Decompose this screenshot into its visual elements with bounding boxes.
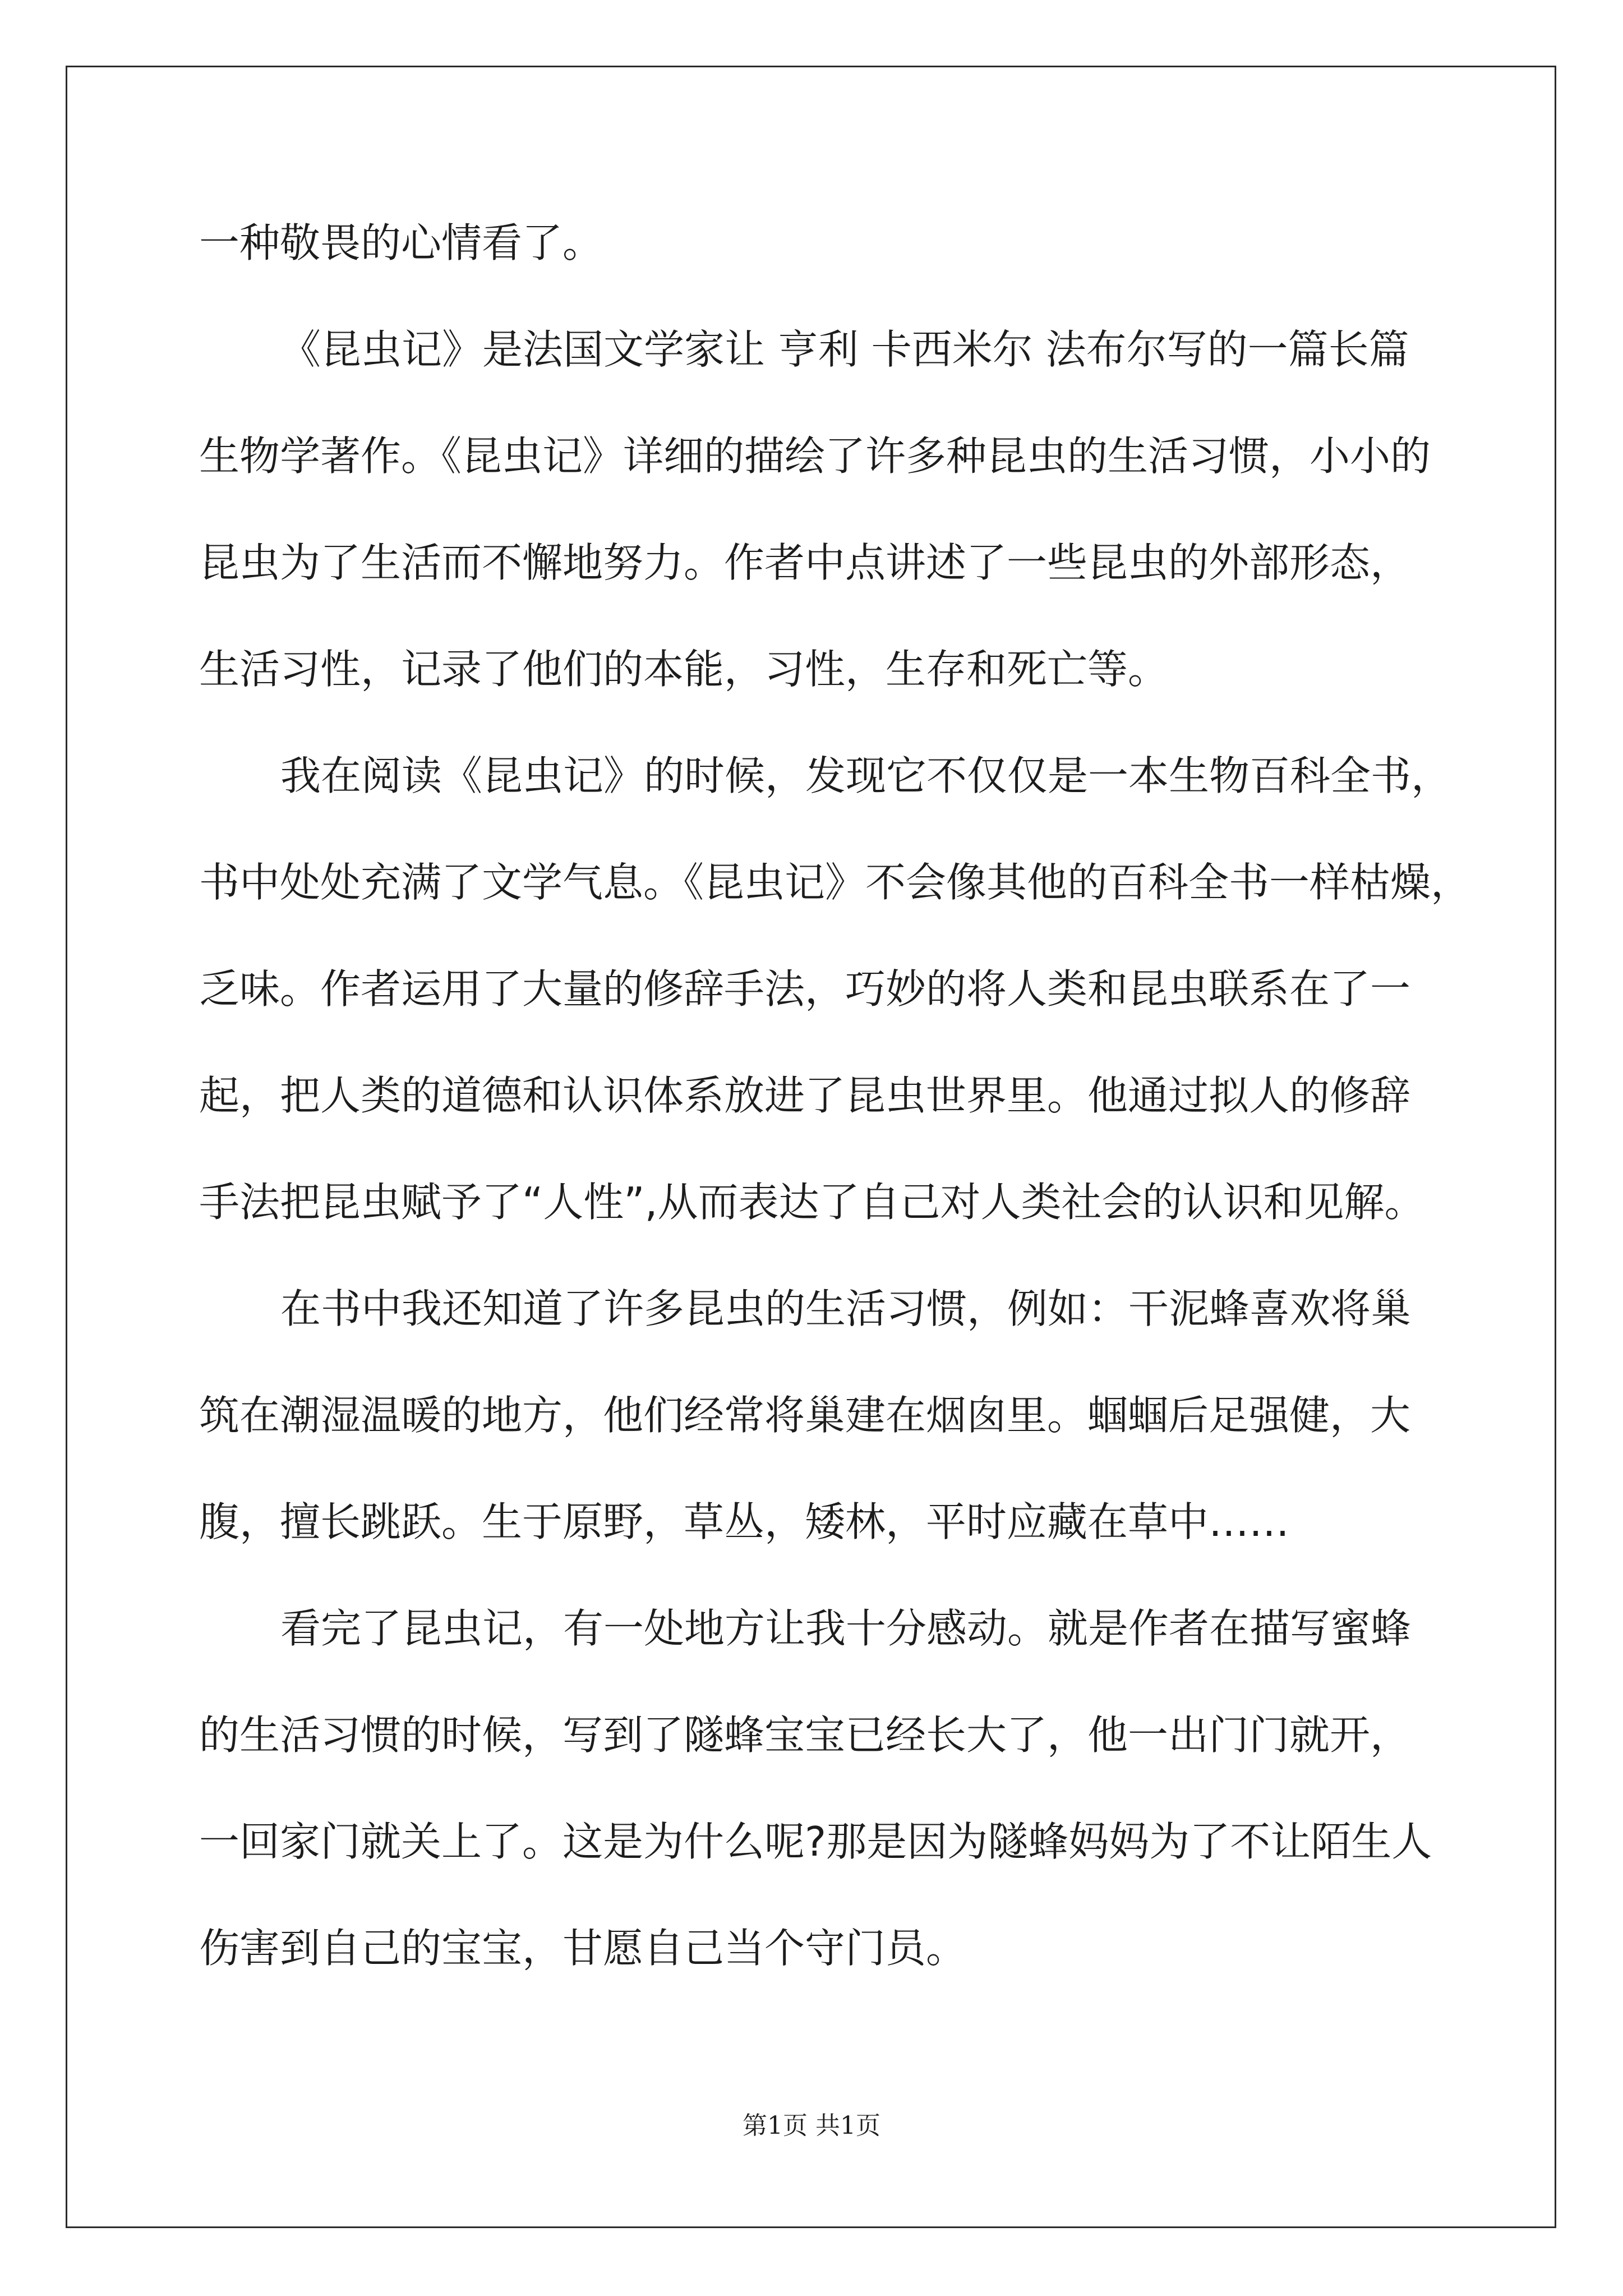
text-line: 在书中我还知道了许多昆虫的生活习惯，例如：干泥蜂喜欢将巢 [280,1285,1412,1332]
text-line: 腹，擅长跳跃。生于原野，草丛，矮林，平时应藏在草中…… [199,1498,1290,1545]
text-line: 生物学著作。《昆虫记》详细的描绘了许多种昆虫的生活习惯，小小的 [199,432,1431,480]
text-line: 筑在潮湿温暖的地方，他们经常将巢建在烟囱里。蝈蝈后足强健，大 [199,1392,1411,1439]
text-line: 我在阅读《昆虫记》的时候，发现它不仅仅是一本生物百科全书， [280,752,1452,799]
text-line: 看完了昆虫记，有一处地方让我十分感动。就是作者在描写蜜蜂 [280,1605,1412,1652]
text-line: 乏味。作者运用了大量的修辞手法，巧妙的将人类和昆虫联系在了一 [199,965,1411,1013]
text-line: 的生活习惯的时候，写到了隧蜂宝宝已经长大了，他一出门门就开， [199,1711,1411,1759]
page-border [66,66,1556,2228]
text-line: 《昆虫记》是法国文学家让 亨利 卡西米尔 法布尔写的一篇长篇 [280,326,1409,373]
text-line: 一回家门就关上了。这是为什么呢?那是因为隧蜂妈妈为了不让陌生人 [199,1818,1432,1865]
text-line: 伤害到自己的宝宝，甘愿自己当个守门员。 [199,1925,967,1972]
text-line: 起，把人类的道德和认识体系放进了昆虫世界里。他通过拟人的修辞 [199,1072,1411,1119]
text-line: 书中处处充满了文学气息。《昆虫记》不会像其他的百科全书一样枯燥， [199,859,1472,906]
page-number-footer: 第1页 共1页 [743,2111,880,2140]
text-line: 一种敬畏的心情看了。 [199,219,603,266]
text-line: 手法把昆虫赋予了“人性”,从而表达了自己对人类社会的认识和见解。 [199,1179,1425,1226]
text-line: 昆虫为了生活而不懈地努力。作者中点讲述了一些昆虫的外部形态， [199,539,1411,586]
text-line: 生活习性，记录了他们的本能，习性，生存和死亡等。 [199,646,1169,693]
